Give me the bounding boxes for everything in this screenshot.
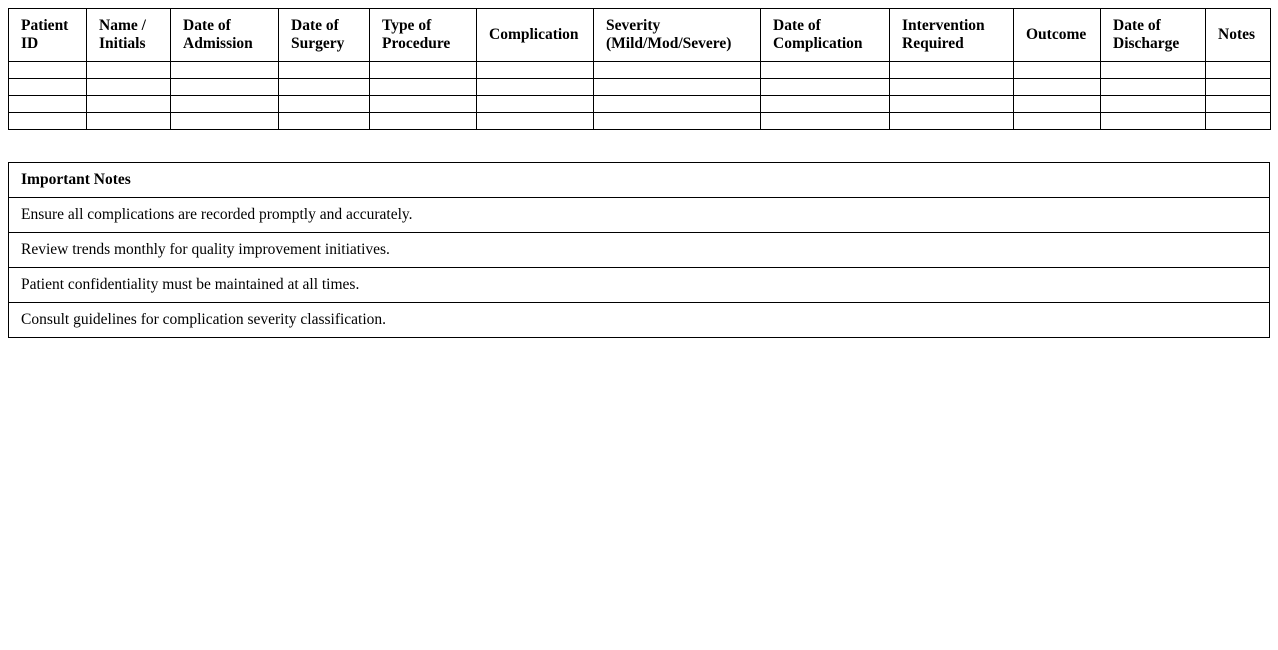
table-cell[interactable] bbox=[890, 96, 1014, 113]
header-name-initials: Name / Initials bbox=[87, 9, 171, 62]
notes-row bbox=[9, 268, 1270, 303]
table-cell[interactable] bbox=[1014, 62, 1101, 79]
notes-row bbox=[9, 303, 1270, 338]
header-outcome: Outcome bbox=[1014, 9, 1101, 62]
header-date-of-discharge: Date of Discharge bbox=[1101, 9, 1206, 62]
table-cell[interactable] bbox=[370, 96, 477, 113]
header-complication: Complication bbox=[477, 9, 594, 62]
table-cell[interactable] bbox=[9, 113, 87, 130]
table-cell[interactable] bbox=[1206, 113, 1271, 130]
header-notes: Notes bbox=[1206, 9, 1271, 62]
table-cell[interactable] bbox=[171, 62, 279, 79]
table-cell[interactable] bbox=[1206, 96, 1271, 113]
header-date-of-admission: Date of Admission bbox=[171, 9, 279, 62]
table-cell[interactable] bbox=[761, 62, 890, 79]
notes-title: Important Notes bbox=[9, 163, 1270, 198]
table-cell[interactable] bbox=[1206, 79, 1271, 96]
notes-header-row bbox=[9, 163, 1270, 198]
table-cell[interactable] bbox=[370, 79, 477, 96]
table-cell[interactable] bbox=[1101, 62, 1206, 79]
header-intervention-required: Intervention Required bbox=[890, 9, 1014, 62]
table-cell[interactable] bbox=[477, 96, 594, 113]
header-type-of-procedure: Type of Procedure bbox=[370, 9, 477, 62]
table-cell[interactable] bbox=[890, 62, 1014, 79]
table-cell[interactable] bbox=[890, 113, 1014, 130]
table-cell[interactable] bbox=[9, 96, 87, 113]
table-cell[interactable] bbox=[1101, 113, 1206, 130]
header-patient-id: Patient ID bbox=[9, 9, 87, 62]
table-cell[interactable] bbox=[1014, 113, 1101, 130]
table-cell[interactable] bbox=[171, 96, 279, 113]
table-cell[interactable] bbox=[594, 79, 761, 96]
notes-row bbox=[9, 198, 1270, 233]
table-cell[interactable] bbox=[9, 79, 87, 96]
table-cell[interactable] bbox=[1014, 79, 1101, 96]
table-row bbox=[9, 96, 1271, 113]
table-cell[interactable] bbox=[761, 113, 890, 130]
table-cell[interactable] bbox=[370, 113, 477, 130]
table-row bbox=[9, 113, 1271, 130]
table-cell[interactable] bbox=[1101, 96, 1206, 113]
note-item: Review trends monthly for quality improvement initiatives. bbox=[9, 233, 1270, 268]
table-cell[interactable] bbox=[1101, 79, 1206, 96]
header-date-of-complication: Date of Complication bbox=[761, 9, 890, 62]
table-cell[interactable] bbox=[477, 113, 594, 130]
table-cell[interactable] bbox=[761, 79, 890, 96]
table-cell[interactable] bbox=[1206, 62, 1271, 79]
table-cell[interactable] bbox=[1014, 96, 1101, 113]
header-severity: Severity (Mild/Mod/Severe) bbox=[594, 9, 761, 62]
table-cell[interactable] bbox=[594, 113, 761, 130]
table-cell[interactable] bbox=[87, 96, 171, 113]
important-notes-table bbox=[8, 162, 1270, 338]
header-date-of-surgery: Date of Surgery bbox=[279, 9, 370, 62]
table-cell[interactable] bbox=[761, 96, 890, 113]
table-cell[interactable] bbox=[477, 79, 594, 96]
table-cell[interactable] bbox=[279, 62, 370, 79]
header-row bbox=[9, 9, 1271, 62]
table-cell[interactable] bbox=[477, 62, 594, 79]
complication-log-table bbox=[8, 8, 1271, 130]
note-item: Ensure all complications are recorded promptly and accurately. bbox=[9, 198, 1270, 233]
table-cell[interactable] bbox=[594, 96, 761, 113]
notes-row bbox=[9, 233, 1270, 268]
table-cell[interactable] bbox=[171, 79, 279, 96]
table-cell[interactable] bbox=[370, 62, 477, 79]
table-cell[interactable] bbox=[279, 96, 370, 113]
table-cell[interactable] bbox=[87, 62, 171, 79]
table-row bbox=[9, 79, 1271, 96]
table-cell[interactable] bbox=[87, 113, 171, 130]
table-cell[interactable] bbox=[279, 113, 370, 130]
table-cell[interactable] bbox=[279, 79, 370, 96]
note-item: Patient confidentiality must be maintained at all times. bbox=[9, 268, 1270, 303]
table-cell[interactable] bbox=[9, 62, 87, 79]
table-cell[interactable] bbox=[171, 113, 279, 130]
table-cell[interactable] bbox=[87, 79, 171, 96]
table-cell[interactable] bbox=[890, 79, 1014, 96]
table-row bbox=[9, 62, 1271, 79]
note-item: Consult guidelines for complication severity classification. bbox=[9, 303, 1270, 338]
table-cell[interactable] bbox=[594, 62, 761, 79]
